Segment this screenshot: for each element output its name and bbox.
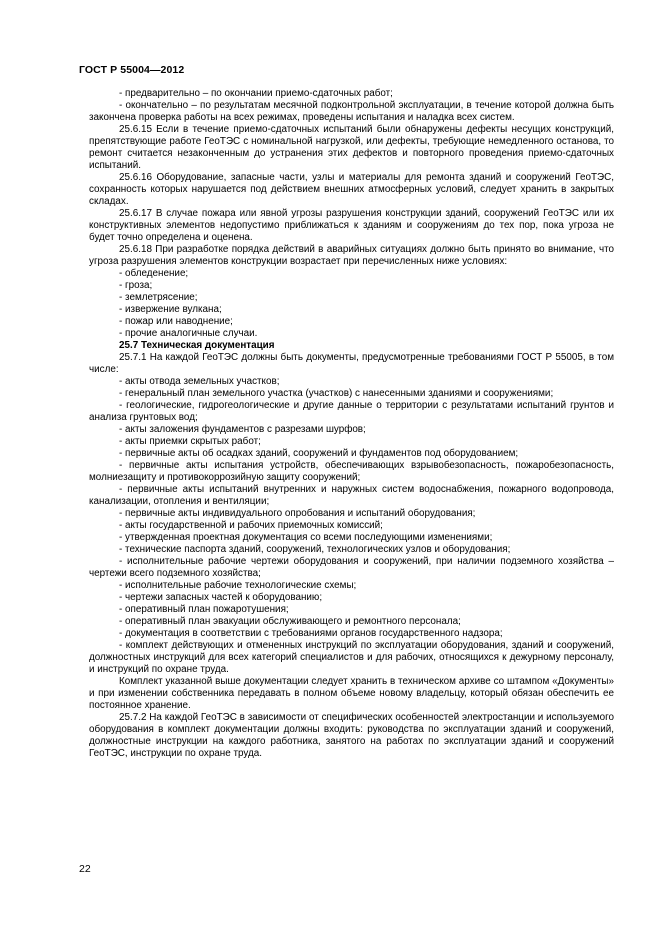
list-item: - акты отвода земельных участков;	[119, 376, 280, 387]
list-item: - прочие аналогичные случаи.	[119, 328, 258, 339]
list-item: - комплект действующих и отмененных инструкций по эксплуатации оборудования, зданий и сооружений, должностных инструкций для всех категорий специалистов и для рабочих, относящихся к дежурному персоналу, и инструкций по охране труда.	[89, 640, 614, 675]
paragraph: 25.6.17 В случае пожара или явной угрозы разрушения конструкции зданий, сооружений ГеоТЭС или их конструктивных элементов недопустимо приближаться к зданиям и сооружениям до тех пор, пока угроза не будет точно определена и оценена.	[89, 208, 614, 243]
list-item: - первичные акты индивидуального опробования и испытаний оборудования;	[119, 508, 476, 519]
list-item: - гроза;	[119, 280, 153, 291]
list-item: - первичные акты об осадках зданий, сооружений и фундаментов под оборудованием;	[119, 448, 519, 459]
list-item: - оперативный план эвакуации обслуживающего и ремонтного персонала;	[119, 616, 461, 627]
list-item: - землетрясение;	[119, 292, 198, 303]
list-item: - исполнительные рабочие технологические схемы;	[119, 580, 357, 591]
paragraph: 25.6.16 Оборудование, запасные части, узлы и материалы для ремонта зданий и сооружений ГеоТЭС, сохранность которых нарушается под действием внешних атмосферных условий, следует хранить в закрытых складах.	[89, 172, 614, 207]
list-item: - акты приемки скрытых работ;	[119, 436, 261, 447]
list-item: - обледенение;	[119, 268, 189, 279]
paragraph: 25.6.18 При разработке порядка действий в аварийных ситуациях должно быть принято во внимание, что угроза разрушения элементов конструкции возрастает при перечисленных ниже условиях:	[89, 244, 614, 267]
list-item: - чертежи запасных частей к оборудованию;	[119, 592, 323, 603]
list-item: - утвержденная проектная документация со всеми последующими изменениями;	[119, 532, 493, 543]
list-item: - геологические, гидрогеологические и другие данные о территории с результатами испытаний грунтов и анализа грунтовых вод;	[89, 400, 614, 423]
list-item: - исполнительные рабочие чертежи оборудования и сооружений, при наличии подземного хозяйства – чертежи всего подземного хозяйства;	[89, 556, 614, 579]
paragraph: 25.7.1 На каждой ГеоТЭС должны быть документы, предусмотренные требованиями ГОСТ Р 55005, в том числе:	[89, 352, 614, 375]
document-header: ГОСТ Р 55004—2012	[79, 64, 185, 76]
list-item: - первичные акты испытаний внутренних и наружных систем водоснабжения, пожарного водопровода, канализации, отопления и вентиляции;	[89, 484, 614, 507]
paragraph: 25.6.15 Если в течение приемо-сдаточных испытаний были обнаружены дефекты несущих конструкций, препятствующие работе ГеоТЭС с номинальной нагрузкой, или дефекты, требующие немедленного останова, то ремонт считается незаконченным до устранения этих дефектов и повторного проведения приемо-сдаточных испытаний.	[89, 124, 614, 171]
list-item: - технические паспорта зданий, сооружений, технологических узлов и оборудования;	[119, 544, 511, 555]
paragraph: - окончательно – по результатам месячной подконтрольной эксплуатации, в течение которой должна быть закончена проверка работы на всех режимах, проведены испытания и наладка всех систем.	[89, 100, 614, 123]
list-item: - первичные акты испытания устройств, обеспечивающих взрывобезопасность, пожаробезопасность, молниезащиту и противокоррозийную защиту сооружений;	[89, 460, 614, 483]
list-item: - генеральный план земельного участка (участков) с нанесенными зданиями и сооружениями;	[119, 388, 554, 399]
list-item: - оперативный план пожаротушения;	[119, 604, 289, 615]
list-item: - акты заложения фундаментов с разрезами шурфов;	[119, 424, 366, 435]
list-item: - пожар или наводнение;	[119, 316, 233, 327]
paragraph: Комплект указанной выше документации следует хранить в техническом архиве со штампом «Документы» и при изменении собственника передавать в полном объеме новому владельцу, который обязан обеспечить ее постоянное хранение.	[89, 676, 614, 711]
paragraph: - предварительно – по окончании приемо-сдаточных работ;	[119, 88, 393, 99]
paragraph: 25.7.2 На каждой ГеоТЭС в зависимости от специфических особенностей электростанции и используемого оборудования в комплект документации должны входить: руководства по эксплуатации зданий и сооружений, должностные инструкции на каждого работника, занятого на работах по эксплуатации зданий и сооружений ГеоТЭС, инструкции по охране труда.	[89, 712, 614, 759]
list-item: - документация в соответствии с требованиями органов государственного надзора;	[119, 628, 503, 639]
document-body	[89, 88, 614, 760]
section-heading: 25.7 Техническая документация	[119, 340, 275, 351]
list-item: - акты государственной и рабочих приемочных комиссий;	[119, 520, 383, 531]
list-item: - извержение вулкана;	[119, 304, 222, 315]
page-number: 22	[79, 863, 91, 875]
